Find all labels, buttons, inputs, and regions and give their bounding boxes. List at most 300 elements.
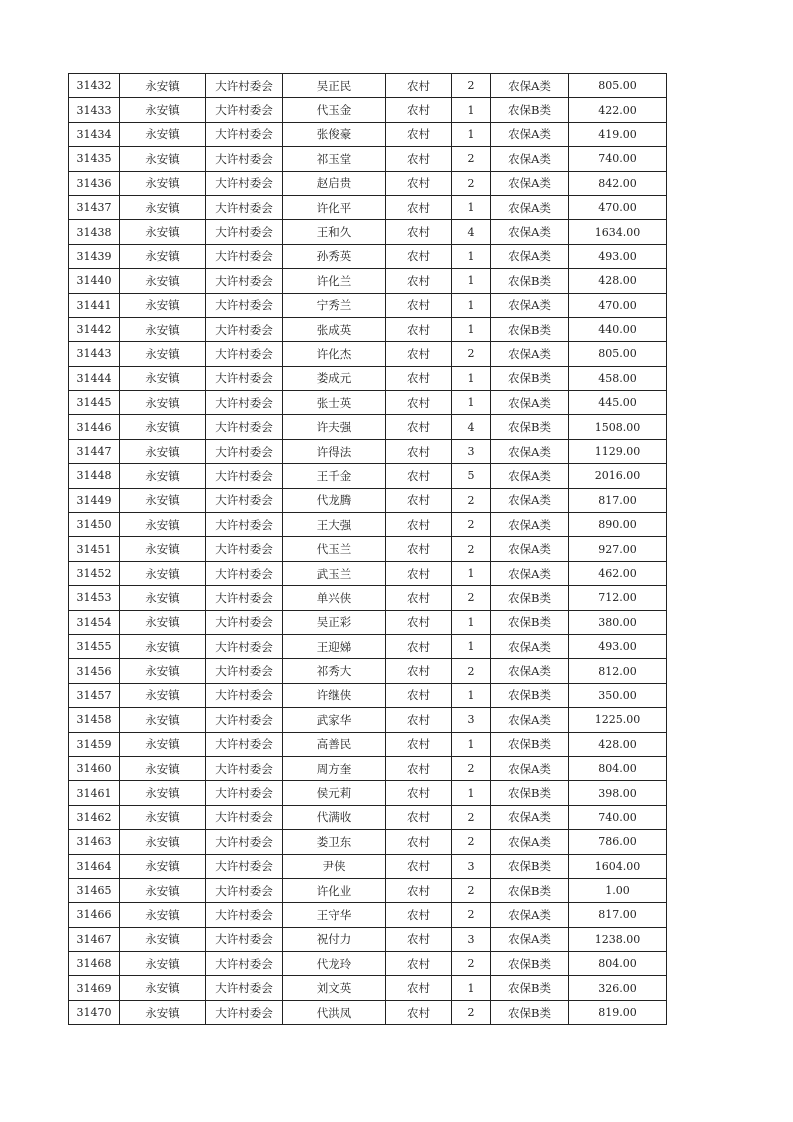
cell-household-count: 1 bbox=[452, 610, 491, 634]
cell-village-committee: 大许村委会 bbox=[206, 683, 283, 707]
cell-town: 永安镇 bbox=[120, 952, 206, 976]
cell-area-type: 农村 bbox=[386, 171, 452, 195]
cell-row-id: 31467 bbox=[69, 927, 120, 951]
cell-town: 永安镇 bbox=[120, 781, 206, 805]
cell-village-committee: 大许村委会 bbox=[206, 854, 283, 878]
cell-household-count: 2 bbox=[452, 74, 491, 98]
cell-town: 永安镇 bbox=[120, 659, 206, 683]
cell-area-type: 农村 bbox=[386, 98, 452, 122]
cell-person-name: 武玉兰 bbox=[283, 561, 386, 585]
cell-village-committee: 大许村委会 bbox=[206, 805, 283, 829]
cell-household-count: 4 bbox=[452, 415, 491, 439]
cell-insurance-category: 农保A类 bbox=[491, 147, 569, 171]
cell-village-committee: 大许村委会 bbox=[206, 756, 283, 780]
cell-area-type: 农村 bbox=[386, 854, 452, 878]
cell-insurance-category: 农保B类 bbox=[491, 98, 569, 122]
cell-household-count: 1 bbox=[452, 366, 491, 390]
cell-row-id: 31461 bbox=[69, 781, 120, 805]
cell-person-name: 尹侠 bbox=[283, 854, 386, 878]
cell-insurance-category: 农保A类 bbox=[491, 756, 569, 780]
cell-area-type: 农村 bbox=[386, 634, 452, 658]
cell-amount: 422.00 bbox=[569, 98, 667, 122]
cell-town: 永安镇 bbox=[120, 513, 206, 537]
cell-row-id: 31469 bbox=[69, 976, 120, 1000]
cell-row-id: 31465 bbox=[69, 878, 120, 902]
cell-insurance-category: 农保A类 bbox=[491, 561, 569, 585]
data-table bbox=[68, 73, 667, 1025]
cell-household-count: 1 bbox=[452, 98, 491, 122]
cell-row-id: 31466 bbox=[69, 903, 120, 927]
table-row bbox=[69, 634, 667, 658]
cell-village-committee: 大许村委会 bbox=[206, 366, 283, 390]
cell-area-type: 农村 bbox=[386, 586, 452, 610]
cell-household-count: 2 bbox=[452, 805, 491, 829]
cell-town: 永安镇 bbox=[120, 293, 206, 317]
cell-row-id: 31468 bbox=[69, 952, 120, 976]
cell-row-id: 31434 bbox=[69, 122, 120, 146]
cell-person-name: 吴正彩 bbox=[283, 610, 386, 634]
table-row bbox=[69, 903, 667, 927]
cell-amount: 804.00 bbox=[569, 952, 667, 976]
cell-person-name: 许化业 bbox=[283, 878, 386, 902]
table-row bbox=[69, 342, 667, 366]
cell-person-name: 许得法 bbox=[283, 439, 386, 463]
table-row bbox=[69, 366, 667, 390]
cell-amount: 462.00 bbox=[569, 561, 667, 585]
cell-household-count: 1 bbox=[452, 683, 491, 707]
cell-household-count: 2 bbox=[452, 147, 491, 171]
cell-person-name: 许化平 bbox=[283, 195, 386, 219]
cell-household-count: 2 bbox=[452, 878, 491, 902]
cell-area-type: 农村 bbox=[386, 927, 452, 951]
cell-household-count: 1 bbox=[452, 244, 491, 268]
cell-village-committee: 大许村委会 bbox=[206, 708, 283, 732]
cell-area-type: 农村 bbox=[386, 342, 452, 366]
cell-insurance-category: 农保A类 bbox=[491, 171, 569, 195]
cell-town: 永安镇 bbox=[120, 854, 206, 878]
cell-household-count: 2 bbox=[452, 1000, 491, 1024]
cell-village-committee: 大许村委会 bbox=[206, 244, 283, 268]
cell-amount: 740.00 bbox=[569, 147, 667, 171]
cell-amount: 1129.00 bbox=[569, 439, 667, 463]
cell-person-name: 许化兰 bbox=[283, 269, 386, 293]
cell-row-id: 31470 bbox=[69, 1000, 120, 1024]
cell-person-name: 代玉金 bbox=[283, 98, 386, 122]
cell-area-type: 农村 bbox=[386, 488, 452, 512]
cell-person-name: 王千金 bbox=[283, 464, 386, 488]
cell-village-committee: 大许村委会 bbox=[206, 952, 283, 976]
table-row bbox=[69, 415, 667, 439]
cell-town: 永安镇 bbox=[120, 561, 206, 585]
cell-row-id: 31432 bbox=[69, 74, 120, 98]
cell-town: 永安镇 bbox=[120, 830, 206, 854]
cell-household-count: 2 bbox=[452, 952, 491, 976]
cell-area-type: 农村 bbox=[386, 439, 452, 463]
cell-person-name: 代龙腾 bbox=[283, 488, 386, 512]
table-row bbox=[69, 927, 667, 951]
table-row bbox=[69, 391, 667, 415]
cell-area-type: 农村 bbox=[386, 561, 452, 585]
cell-person-name: 王守华 bbox=[283, 903, 386, 927]
cell-amount: 842.00 bbox=[569, 171, 667, 195]
cell-amount: 804.00 bbox=[569, 756, 667, 780]
cell-row-id: 31452 bbox=[69, 561, 120, 585]
cell-person-name: 代洪凤 bbox=[283, 1000, 386, 1024]
cell-village-committee: 大许村委会 bbox=[206, 317, 283, 341]
cell-household-count: 1 bbox=[452, 634, 491, 658]
cell-amount: 440.00 bbox=[569, 317, 667, 341]
cell-town: 永安镇 bbox=[120, 488, 206, 512]
cell-village-committee: 大许村委会 bbox=[206, 342, 283, 366]
cell-household-count: 2 bbox=[452, 171, 491, 195]
cell-insurance-category: 农保A类 bbox=[491, 342, 569, 366]
cell-town: 永安镇 bbox=[120, 634, 206, 658]
cell-town: 永安镇 bbox=[120, 195, 206, 219]
table-body bbox=[69, 74, 667, 1025]
cell-village-committee: 大许村委会 bbox=[206, 293, 283, 317]
cell-area-type: 农村 bbox=[386, 415, 452, 439]
table-row bbox=[69, 147, 667, 171]
table-row bbox=[69, 561, 667, 585]
cell-town: 永安镇 bbox=[120, 391, 206, 415]
cell-person-name: 周方奎 bbox=[283, 756, 386, 780]
cell-area-type: 农村 bbox=[386, 269, 452, 293]
cell-insurance-category: 农保A类 bbox=[491, 244, 569, 268]
cell-amount: 493.00 bbox=[569, 634, 667, 658]
cell-household-count: 1 bbox=[452, 122, 491, 146]
cell-town: 永安镇 bbox=[120, 439, 206, 463]
cell-insurance-category: 农保A类 bbox=[491, 464, 569, 488]
cell-row-id: 31440 bbox=[69, 269, 120, 293]
cell-insurance-category: 农保B类 bbox=[491, 732, 569, 756]
table-row bbox=[69, 756, 667, 780]
cell-town: 永安镇 bbox=[120, 171, 206, 195]
cell-amount: 819.00 bbox=[569, 1000, 667, 1024]
cell-amount: 419.00 bbox=[569, 122, 667, 146]
cell-person-name: 祝付力 bbox=[283, 927, 386, 951]
cell-row-id: 31442 bbox=[69, 317, 120, 341]
cell-amount: 458.00 bbox=[569, 366, 667, 390]
cell-village-committee: 大许村委会 bbox=[206, 415, 283, 439]
cell-village-committee: 大许村委会 bbox=[206, 903, 283, 927]
cell-person-name: 侯元莉 bbox=[283, 781, 386, 805]
table-row bbox=[69, 74, 667, 98]
cell-area-type: 农村 bbox=[386, 805, 452, 829]
cell-amount: 493.00 bbox=[569, 244, 667, 268]
cell-insurance-category: 农保B类 bbox=[491, 878, 569, 902]
cell-row-id: 31464 bbox=[69, 854, 120, 878]
cell-amount: 350.00 bbox=[569, 683, 667, 707]
cell-village-committee: 大许村委会 bbox=[206, 195, 283, 219]
cell-insurance-category: 农保B类 bbox=[491, 683, 569, 707]
cell-insurance-category: 农保B类 bbox=[491, 610, 569, 634]
cell-town: 永安镇 bbox=[120, 586, 206, 610]
cell-person-name: 祁秀大 bbox=[283, 659, 386, 683]
cell-row-id: 31448 bbox=[69, 464, 120, 488]
cell-village-committee: 大许村委会 bbox=[206, 659, 283, 683]
cell-village-committee: 大许村委会 bbox=[206, 537, 283, 561]
cell-row-id: 31449 bbox=[69, 488, 120, 512]
cell-person-name: 娄卫东 bbox=[283, 830, 386, 854]
cell-insurance-category: 农保A类 bbox=[491, 74, 569, 98]
cell-household-count: 2 bbox=[452, 586, 491, 610]
cell-village-committee: 大许村委会 bbox=[206, 171, 283, 195]
cell-village-committee: 大许村委会 bbox=[206, 98, 283, 122]
cell-area-type: 农村 bbox=[386, 391, 452, 415]
cell-village-committee: 大许村委会 bbox=[206, 513, 283, 537]
cell-row-id: 31450 bbox=[69, 513, 120, 537]
cell-village-committee: 大许村委会 bbox=[206, 74, 283, 98]
cell-row-id: 31443 bbox=[69, 342, 120, 366]
cell-row-id: 31445 bbox=[69, 391, 120, 415]
cell-village-committee: 大许村委会 bbox=[206, 439, 283, 463]
cell-household-count: 2 bbox=[452, 537, 491, 561]
cell-insurance-category: 农保A类 bbox=[491, 195, 569, 219]
cell-household-count: 3 bbox=[452, 439, 491, 463]
table-row bbox=[69, 805, 667, 829]
cell-row-id: 31433 bbox=[69, 98, 120, 122]
table-row bbox=[69, 586, 667, 610]
table-row bbox=[69, 952, 667, 976]
cell-amount: 712.00 bbox=[569, 586, 667, 610]
cell-insurance-category: 农保A类 bbox=[491, 927, 569, 951]
cell-insurance-category: 农保A类 bbox=[491, 122, 569, 146]
cell-town: 永安镇 bbox=[120, 415, 206, 439]
cell-row-id: 31458 bbox=[69, 708, 120, 732]
cell-town: 永安镇 bbox=[120, 537, 206, 561]
table-row bbox=[69, 464, 667, 488]
cell-area-type: 农村 bbox=[386, 610, 452, 634]
cell-insurance-category: 农保B类 bbox=[491, 854, 569, 878]
cell-area-type: 农村 bbox=[386, 952, 452, 976]
cell-amount: 805.00 bbox=[569, 74, 667, 98]
cell-row-id: 31451 bbox=[69, 537, 120, 561]
table-row bbox=[69, 244, 667, 268]
cell-person-name: 吴正民 bbox=[283, 74, 386, 98]
cell-row-id: 31463 bbox=[69, 830, 120, 854]
cell-town: 永安镇 bbox=[120, 317, 206, 341]
cell-person-name: 代满收 bbox=[283, 805, 386, 829]
cell-town: 永安镇 bbox=[120, 464, 206, 488]
cell-person-name: 王迎娣 bbox=[283, 634, 386, 658]
cell-village-committee: 大许村委会 bbox=[206, 220, 283, 244]
cell-town: 永安镇 bbox=[120, 220, 206, 244]
cell-household-count: 3 bbox=[452, 708, 491, 732]
cell-row-id: 31459 bbox=[69, 732, 120, 756]
cell-town: 永安镇 bbox=[120, 1000, 206, 1024]
cell-town: 永安镇 bbox=[120, 98, 206, 122]
cell-insurance-category: 农保A类 bbox=[491, 708, 569, 732]
cell-area-type: 农村 bbox=[386, 659, 452, 683]
cell-row-id: 31437 bbox=[69, 195, 120, 219]
cell-town: 永安镇 bbox=[120, 878, 206, 902]
table-row bbox=[69, 488, 667, 512]
cell-amount: 428.00 bbox=[569, 269, 667, 293]
cell-insurance-category: 农保B类 bbox=[491, 586, 569, 610]
table-row bbox=[69, 732, 667, 756]
table-row bbox=[69, 195, 667, 219]
cell-insurance-category: 农保A类 bbox=[491, 439, 569, 463]
cell-household-count: 1 bbox=[452, 391, 491, 415]
cell-area-type: 农村 bbox=[386, 122, 452, 146]
cell-row-id: 31444 bbox=[69, 366, 120, 390]
cell-village-committee: 大许村委会 bbox=[206, 561, 283, 585]
cell-person-name: 单兴侠 bbox=[283, 586, 386, 610]
cell-amount: 326.00 bbox=[569, 976, 667, 1000]
cell-row-id: 31446 bbox=[69, 415, 120, 439]
cell-person-name: 张成英 bbox=[283, 317, 386, 341]
cell-person-name: 刘文英 bbox=[283, 976, 386, 1000]
cell-row-id: 31447 bbox=[69, 439, 120, 463]
cell-insurance-category: 农保B类 bbox=[491, 781, 569, 805]
cell-amount: 812.00 bbox=[569, 659, 667, 683]
cell-person-name: 祁玉堂 bbox=[283, 147, 386, 171]
cell-town: 永安镇 bbox=[120, 976, 206, 1000]
cell-person-name: 王和久 bbox=[283, 220, 386, 244]
cell-village-committee: 大许村委会 bbox=[206, 1000, 283, 1024]
table-row bbox=[69, 683, 667, 707]
cell-insurance-category: 农保B类 bbox=[491, 317, 569, 341]
cell-amount: 470.00 bbox=[569, 293, 667, 317]
cell-person-name: 许继侠 bbox=[283, 683, 386, 707]
cell-village-committee: 大许村委会 bbox=[206, 634, 283, 658]
cell-town: 永安镇 bbox=[120, 805, 206, 829]
cell-person-name: 许化杰 bbox=[283, 342, 386, 366]
cell-insurance-category: 农保A类 bbox=[491, 659, 569, 683]
cell-amount: 927.00 bbox=[569, 537, 667, 561]
cell-town: 永安镇 bbox=[120, 269, 206, 293]
cell-area-type: 农村 bbox=[386, 830, 452, 854]
cell-town: 永安镇 bbox=[120, 366, 206, 390]
table-row bbox=[69, 610, 667, 634]
cell-town: 永安镇 bbox=[120, 732, 206, 756]
cell-amount: 740.00 bbox=[569, 805, 667, 829]
cell-area-type: 农村 bbox=[386, 195, 452, 219]
cell-town: 永安镇 bbox=[120, 147, 206, 171]
cell-amount: 1.00 bbox=[569, 878, 667, 902]
cell-amount: 1508.00 bbox=[569, 415, 667, 439]
cell-amount: 1225.00 bbox=[569, 708, 667, 732]
cell-amount: 786.00 bbox=[569, 830, 667, 854]
table-row bbox=[69, 830, 667, 854]
cell-town: 永安镇 bbox=[120, 122, 206, 146]
cell-row-id: 31439 bbox=[69, 244, 120, 268]
table-row bbox=[69, 708, 667, 732]
cell-household-count: 2 bbox=[452, 488, 491, 512]
cell-area-type: 农村 bbox=[386, 537, 452, 561]
cell-household-count: 2 bbox=[452, 756, 491, 780]
cell-village-committee: 大许村委会 bbox=[206, 391, 283, 415]
cell-area-type: 农村 bbox=[386, 366, 452, 390]
cell-amount: 445.00 bbox=[569, 391, 667, 415]
cell-area-type: 农村 bbox=[386, 74, 452, 98]
cell-insurance-category: 农保B类 bbox=[491, 415, 569, 439]
cell-household-count: 2 bbox=[452, 659, 491, 683]
table-row bbox=[69, 1000, 667, 1024]
cell-insurance-category: 农保A类 bbox=[491, 830, 569, 854]
cell-household-count: 4 bbox=[452, 220, 491, 244]
table-row bbox=[69, 513, 667, 537]
table-row bbox=[69, 537, 667, 561]
cell-insurance-category: 农保A类 bbox=[491, 903, 569, 927]
cell-household-count: 2 bbox=[452, 830, 491, 854]
cell-amount: 890.00 bbox=[569, 513, 667, 537]
cell-village-committee: 大许村委会 bbox=[206, 488, 283, 512]
cell-village-committee: 大许村委会 bbox=[206, 147, 283, 171]
cell-row-id: 31436 bbox=[69, 171, 120, 195]
cell-amount: 380.00 bbox=[569, 610, 667, 634]
cell-row-id: 31441 bbox=[69, 293, 120, 317]
cell-town: 永安镇 bbox=[120, 708, 206, 732]
cell-row-id: 31435 bbox=[69, 147, 120, 171]
cell-village-committee: 大许村委会 bbox=[206, 830, 283, 854]
cell-person-name: 张俊豪 bbox=[283, 122, 386, 146]
cell-insurance-category: 农保A类 bbox=[491, 488, 569, 512]
table-row bbox=[69, 122, 667, 146]
cell-person-name: 代玉兰 bbox=[283, 537, 386, 561]
cell-village-committee: 大许村委会 bbox=[206, 610, 283, 634]
cell-person-name: 王大强 bbox=[283, 513, 386, 537]
cell-area-type: 农村 bbox=[386, 293, 452, 317]
table-row bbox=[69, 976, 667, 1000]
table-row bbox=[69, 98, 667, 122]
table-row bbox=[69, 439, 667, 463]
cell-town: 永安镇 bbox=[120, 74, 206, 98]
cell-area-type: 农村 bbox=[386, 513, 452, 537]
table-row bbox=[69, 781, 667, 805]
cell-row-id: 31462 bbox=[69, 805, 120, 829]
cell-town: 永安镇 bbox=[120, 683, 206, 707]
cell-person-name: 代龙玲 bbox=[283, 952, 386, 976]
cell-person-name: 武家华 bbox=[283, 708, 386, 732]
cell-insurance-category: 农保B类 bbox=[491, 269, 569, 293]
cell-insurance-category: 农保A类 bbox=[491, 805, 569, 829]
cell-person-name: 宁秀兰 bbox=[283, 293, 386, 317]
table-row bbox=[69, 659, 667, 683]
cell-area-type: 农村 bbox=[386, 781, 452, 805]
cell-amount: 1604.00 bbox=[569, 854, 667, 878]
cell-insurance-category: 农保A类 bbox=[491, 391, 569, 415]
cell-village-committee: 大许村委会 bbox=[206, 781, 283, 805]
cell-area-type: 农村 bbox=[386, 878, 452, 902]
cell-household-count: 2 bbox=[452, 903, 491, 927]
cell-household-count: 1 bbox=[452, 976, 491, 1000]
cell-amount: 1238.00 bbox=[569, 927, 667, 951]
table-row bbox=[69, 878, 667, 902]
table-row bbox=[69, 220, 667, 244]
cell-town: 永安镇 bbox=[120, 342, 206, 366]
cell-amount: 805.00 bbox=[569, 342, 667, 366]
cell-amount: 817.00 bbox=[569, 488, 667, 512]
cell-household-count: 3 bbox=[452, 854, 491, 878]
cell-amount: 398.00 bbox=[569, 781, 667, 805]
cell-town: 永安镇 bbox=[120, 244, 206, 268]
cell-village-committee: 大许村委会 bbox=[206, 976, 283, 1000]
cell-household-count: 1 bbox=[452, 781, 491, 805]
cell-insurance-category: 农保A类 bbox=[491, 293, 569, 317]
cell-row-id: 31460 bbox=[69, 756, 120, 780]
cell-household-count: 1 bbox=[452, 732, 491, 756]
cell-row-id: 31453 bbox=[69, 586, 120, 610]
cell-area-type: 农村 bbox=[386, 903, 452, 927]
cell-town: 永安镇 bbox=[120, 903, 206, 927]
cell-area-type: 农村 bbox=[386, 464, 452, 488]
cell-town: 永安镇 bbox=[120, 756, 206, 780]
cell-village-committee: 大许村委会 bbox=[206, 878, 283, 902]
cell-area-type: 农村 bbox=[386, 1000, 452, 1024]
cell-household-count: 1 bbox=[452, 195, 491, 219]
cell-person-name: 高善民 bbox=[283, 732, 386, 756]
